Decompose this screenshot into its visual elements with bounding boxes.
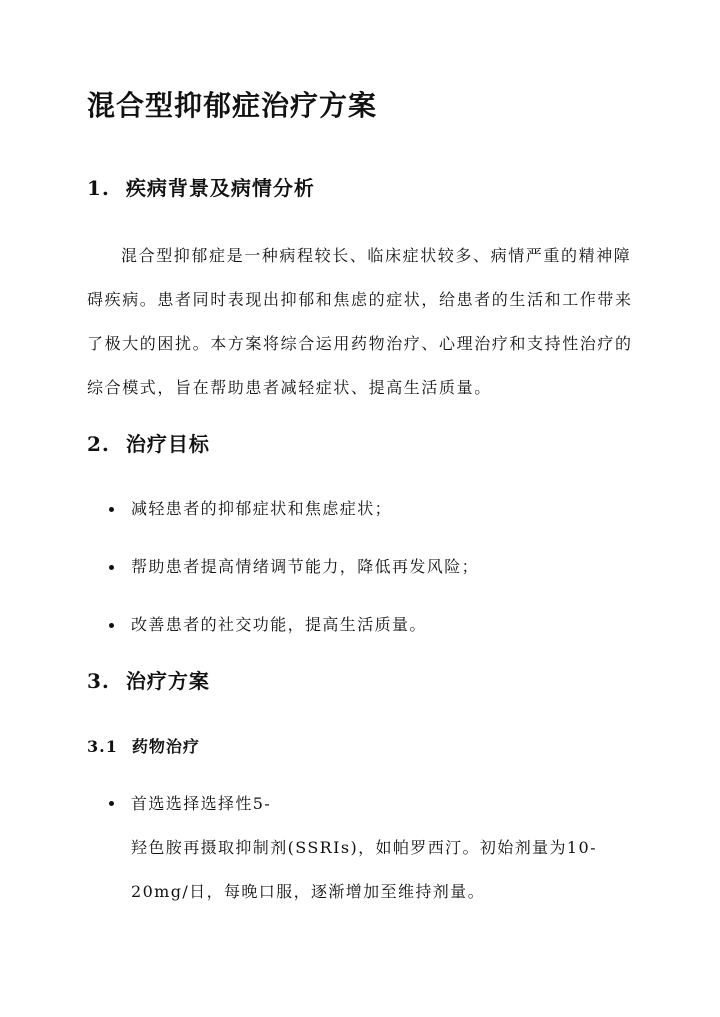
- list-item: [87, 610, 647, 640]
- bullet-icon: [109, 801, 114, 806]
- list-item: [87, 782, 647, 914]
- goals-list: [87, 494, 647, 668]
- section-paragraph: 混合型抑郁症是一种病程较长、临床症状较多、病情严重的精神障碍疾病。患者同时表现出抑郁和焦虑的症状，给患者的生活和工作带来了极大的困扰。本方案将综合运用药物治疗、心理治疗和支持性治疗的综合模式，旨在帮助患者减轻症状、提高生活质量。: [87, 246, 633, 397]
- section-title: 疾病背景及病情分析: [125, 176, 315, 200]
- section-heading-2: [87, 430, 210, 458]
- list-item-text: 减轻患者的抑郁症状和焦虑症状；: [131, 499, 393, 518]
- section-number: 2.: [87, 432, 110, 456]
- bullet-icon: [109, 565, 114, 570]
- list-item-text: 改善患者的社交功能，提高生活质量。: [131, 615, 427, 634]
- section-number: 1.: [87, 176, 110, 200]
- bullet-icon: [109, 507, 114, 512]
- document-title: 混合型抑郁症治疗方案: [87, 89, 378, 122]
- section-number: 3.: [87, 669, 110, 693]
- section-title: 治疗方案: [125, 669, 210, 693]
- list-item-text: 帮助患者提高情绪调节能力，降低再发风险；: [131, 557, 480, 576]
- subsection-heading-3-1: [87, 735, 200, 759]
- bullet-icon: [109, 623, 114, 628]
- list-item-line: 首选选择选择性5-: [131, 794, 272, 813]
- section-heading-1: [87, 174, 315, 202]
- subsection-number: 3.1: [87, 737, 118, 756]
- medication-list: [87, 782, 647, 914]
- section-heading-3: [87, 667, 210, 695]
- list-item-line: 20mg/日，每晚口服，逐渐增加至维持剂量。: [131, 882, 485, 901]
- list-item: [87, 494, 647, 524]
- subsection-title: 药物治疗: [131, 737, 200, 756]
- section-title: 治疗目标: [125, 432, 210, 456]
- list-item: [87, 552, 647, 582]
- list-item-line: 羟色胺再摄取抑制剂(SSRIs)，如帕罗西汀。初始剂量为10-: [131, 838, 597, 857]
